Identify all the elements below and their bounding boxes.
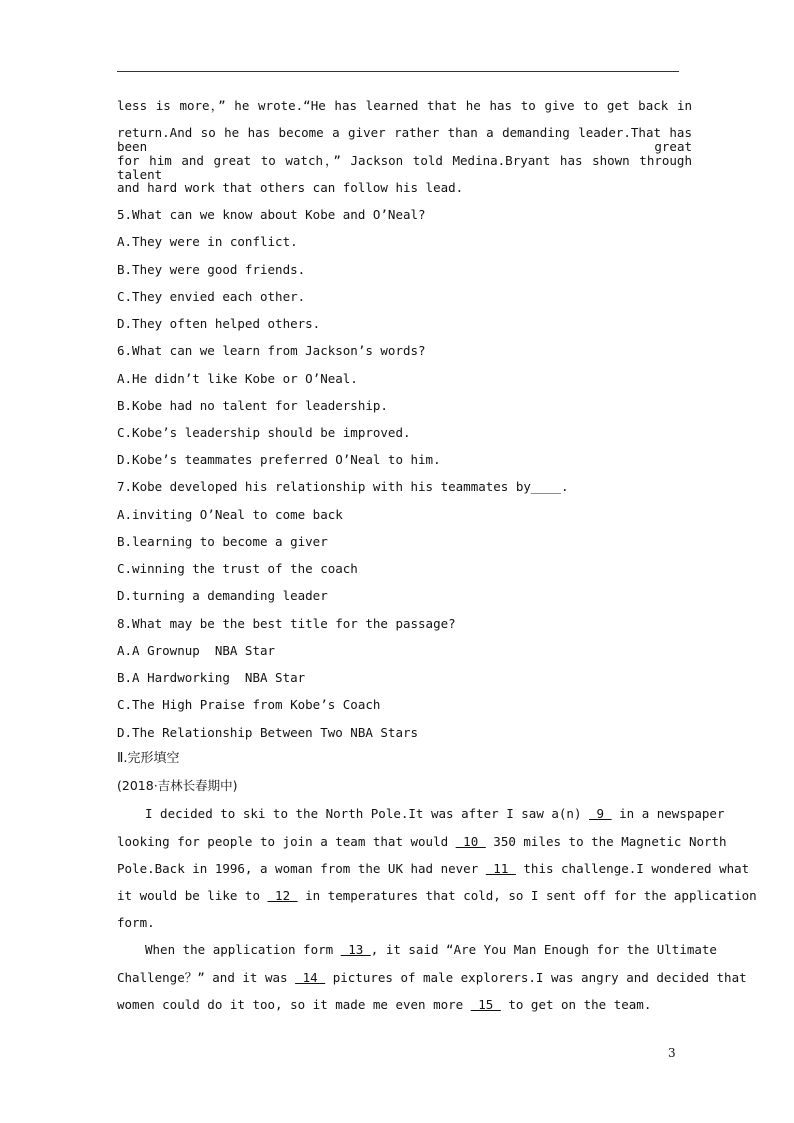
cloze-line: I decided to ski to the North Pole.It was after I saw a(n) 9 in a newspaper — [145, 806, 725, 821]
answer-option: C.The High Praise from Kobe’s Coach — [117, 697, 381, 712]
question-stem: 6.What can we learn from Jackson’s words? — [117, 343, 426, 358]
cloze-line: women could do it too, so it made me even more 15 to get on the team. — [117, 997, 652, 1012]
cloze-line: it would be like to 12 in temperatures that cold, so I sent off for the application — [117, 888, 757, 903]
answer-option: C.winning the trust of the coach — [117, 561, 358, 576]
section-heading: Ⅱ.完形填空 — [117, 751, 180, 766]
cloze-blank: 11 — [485, 861, 516, 876]
answer-option: B.learning to become a giver — [117, 534, 328, 549]
answer-option: D.They often helped others. — [117, 316, 321, 331]
passage-line: for him and great to watch，” Jackson told Medina.Bryant has shown through talent — [117, 153, 692, 182]
cloze-line: Pole.Back in 1996, a woman from the UK had never 11 this challenge.I wondered what — [117, 861, 750, 876]
answer-option: A.A Grownup NBA Star — [117, 643, 276, 658]
answer-option: C.They envied each other. — [117, 289, 306, 304]
answer-option: D.turning a demanding leader — [117, 588, 328, 603]
cloze-line: looking for people to join a team that would 10 350 miles to the Magnetic North — [117, 834, 727, 849]
answer-option: A.He didn’t like Kobe or O’Neal. — [117, 371, 358, 386]
answer-option: B.Kobe had no talent for leadership. — [117, 398, 388, 413]
question-stem: 7.Kobe developed his relationship with his teammates by____. — [117, 479, 569, 494]
cloze-blank: 14 — [295, 970, 326, 985]
page-number: 3 — [668, 1046, 676, 1060]
section-source: (2018·吉林长春期中) — [117, 778, 238, 793]
passage-line: return.And so he has become a giver rather than a demanding leader.That has been great — [117, 125, 692, 154]
cloze-line: form. — [117, 915, 155, 930]
cloze-line: Challenge？” and it was 14 pictures of male explorers.I was angry and decided that — [117, 970, 747, 985]
cloze-blank: 12 — [267, 888, 298, 903]
cloze-blank: 10 — [455, 834, 486, 849]
cloze-blank: 15 — [470, 997, 501, 1012]
answer-option: A.They were in conflict. — [117, 234, 298, 249]
passage-line: and hard work that others can follow his lead. — [117, 180, 464, 195]
cloze-blank: 13 — [340, 942, 371, 957]
cloze-blank: 9 — [589, 806, 612, 821]
passage-line: less is more，” he wrote.“He has learned that he has to give to get back in — [117, 98, 692, 113]
answer-option: B.They were good friends. — [117, 262, 306, 277]
cloze-line: When the application form 13 , it said “Are You Man Enough for the Ultimate — [145, 942, 717, 957]
question-stem: 5.What can we know about Kobe and O’Neal? — [117, 207, 426, 222]
answer-option: B.A Hardworking NBA Star — [117, 670, 306, 685]
header-rule — [117, 71, 679, 72]
answer-option: C.Kobe’s leadership should be improved. — [117, 425, 411, 440]
answer-option: D.The Relationship Between Two NBA Stars — [117, 725, 419, 740]
question-stem: 8.What may be the best title for the passage? — [117, 616, 456, 631]
answer-option: A.inviting O’Neal to come back — [117, 507, 343, 522]
answer-option: D.Kobe’s teammates preferred O’Neal to him. — [117, 452, 441, 467]
